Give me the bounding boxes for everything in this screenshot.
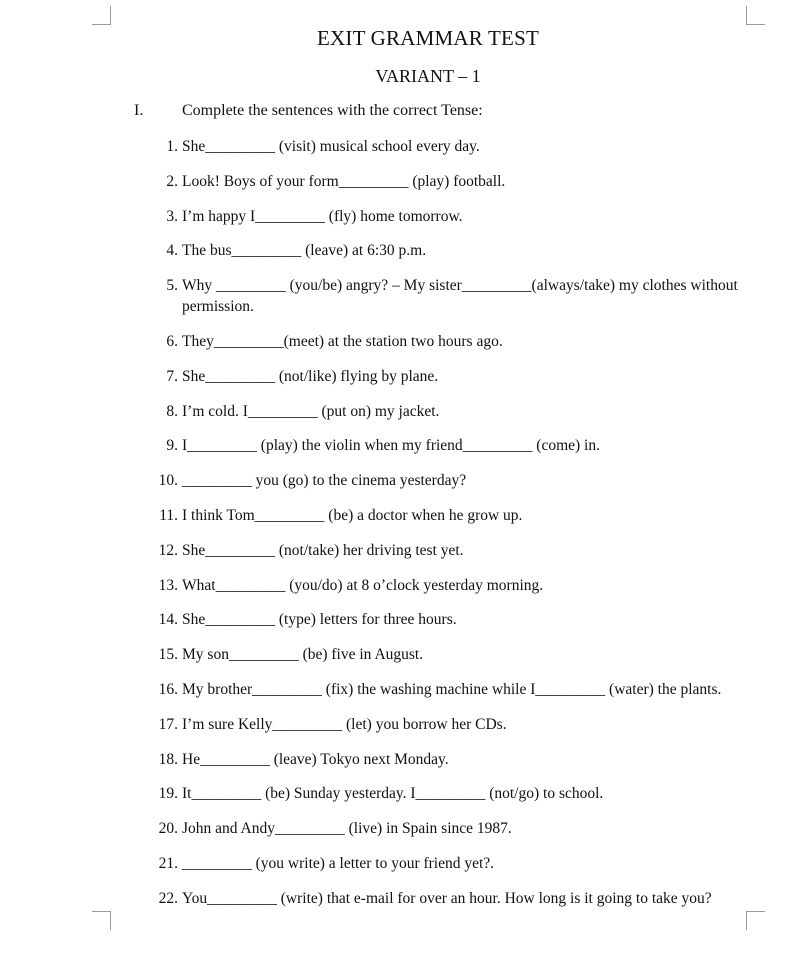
- exercise-sentence: John and Andy_________ (live) in Spain since 1987.: [182, 820, 512, 838]
- exercise-number: 18.: [158, 750, 178, 768]
- crop-mark-top-right: [746, 6, 765, 25]
- exercise-sentence: She_________ (visit) musical school every day.: [182, 138, 480, 155]
- exercise-number: 12.: [158, 541, 178, 559]
- variant-label: VARIANT – 1: [375, 66, 481, 86]
- exercise-number: 9.: [166, 437, 178, 455]
- exercise-number: 4.: [166, 242, 178, 260]
- exercise-item: [150, 714, 750, 735]
- exercise-sentence: _________ (you write) a letter to your friend yet?.: [182, 854, 495, 872]
- exercise-item: [150, 171, 750, 192]
- exercise-sentence: I’m sure Kelly_________ (let) you borrow her CDs.: [182, 715, 507, 733]
- exercise-number: 22.: [158, 889, 178, 907]
- exercise-item: [150, 505, 750, 526]
- exercise-item: [150, 435, 750, 456]
- exercise-item: [150, 749, 750, 770]
- exercise-number: 5.: [166, 277, 178, 295]
- exercise-number: 20.: [158, 820, 178, 838]
- exercise-number: 11.: [159, 506, 178, 524]
- exercise-item: [150, 609, 750, 630]
- exercise-number: 13.: [158, 576, 178, 594]
- exercise-number: 1.: [166, 138, 178, 155]
- exercise-sentence: She_________ (not/like) flying by plane.: [182, 367, 439, 385]
- exercise-item: [150, 401, 750, 422]
- exercise-number: 21.: [158, 854, 178, 872]
- crop-mark-bottom-left: [92, 911, 111, 930]
- exercise-number: 15.: [158, 646, 178, 664]
- exercise-number: 17.: [158, 715, 178, 733]
- exercise-item: [150, 679, 750, 700]
- exercise-list: [150, 136, 750, 923]
- exercise-sentence: They_________(meet) at the station two hours ago.: [182, 332, 503, 350]
- exercise-sentence: Why _________ (you/be) angry? – My sister_________(always/take) my clothes without permission.: [182, 277, 738, 316]
- exercise-sentence: I’m cold. I_________ (put on) my jacket.: [182, 402, 440, 420]
- exercise-item: [150, 366, 750, 387]
- exercise-item: [150, 240, 750, 261]
- crop-mark-top-left: [92, 6, 111, 25]
- section-heading: Complete the sentences with the correct Tense:: [182, 102, 483, 119]
- exercise-number: 19.: [158, 785, 178, 803]
- exercise-sentence: She_________ (not/take) her driving test yet.: [182, 541, 464, 559]
- exercise-number: 16.: [158, 680, 178, 698]
- exercise-sentence: My brother_________ (fix) the washing machine while I_________ (water) the plants.: [182, 680, 722, 698]
- exercise-item: [150, 888, 750, 909]
- exercise-sentence: _________ you (go) to the cinema yesterday?: [182, 472, 467, 490]
- exercise-number: 10.: [158, 472, 178, 490]
- exercise-sentence: It_________ (be) Sunday yesterday. I_________ (not/go) to school.: [182, 785, 604, 803]
- section-number: I.: [134, 102, 144, 119]
- exercise-number: 14.: [158, 611, 178, 629]
- exercise-number: 2.: [166, 172, 178, 190]
- exercise-item: [150, 853, 750, 874]
- page-title: EXIT GRAMMAR TEST: [317, 26, 539, 50]
- exercise-number: 8.: [166, 402, 178, 420]
- exercise-sentence: What_________ (you/do) at 8 o’clock yesterday morning.: [182, 576, 544, 594]
- exercise-sentence: I think Tom_________ (be) a doctor when he grow up.: [182, 506, 523, 524]
- exercise-item: [150, 783, 750, 804]
- exercise-sentence: I’m happy I_________ (fly) home tomorrow.: [182, 207, 463, 225]
- exercise-sentence: He_________ (leave) Tokyo next Monday.: [182, 750, 449, 768]
- exercise-sentence: I_________ (play) the violin when my friend_________ (come) in.: [182, 437, 600, 455]
- exercise-number: 3.: [166, 207, 178, 225]
- exercise-sentence: Look! Boys of your form_________ (play) football.: [182, 172, 506, 190]
- exercise-item: [150, 540, 750, 561]
- exercise-item: [150, 818, 750, 839]
- exercise-item: [150, 206, 750, 227]
- exercise-number: 6.: [166, 332, 178, 350]
- exercise-item: [150, 331, 750, 352]
- exercise-number: 7.: [166, 367, 178, 385]
- exercise-sentence: You_________ (write) that e-mail for over an hour. How long is it going to take you?: [182, 889, 712, 907]
- exercise-sentence: The bus_________ (leave) at 6:30 p.m.: [182, 242, 427, 260]
- exercise-item: [150, 575, 750, 596]
- exercise-item: [150, 275, 750, 317]
- exercise-item: [150, 470, 750, 491]
- exercise-sentence: My son_________ (be) five in August.: [182, 646, 424, 664]
- exercise-sentence: She_________ (type) letters for three hours.: [182, 611, 457, 629]
- exercise-item: [150, 136, 750, 157]
- exercise-item: [150, 644, 750, 665]
